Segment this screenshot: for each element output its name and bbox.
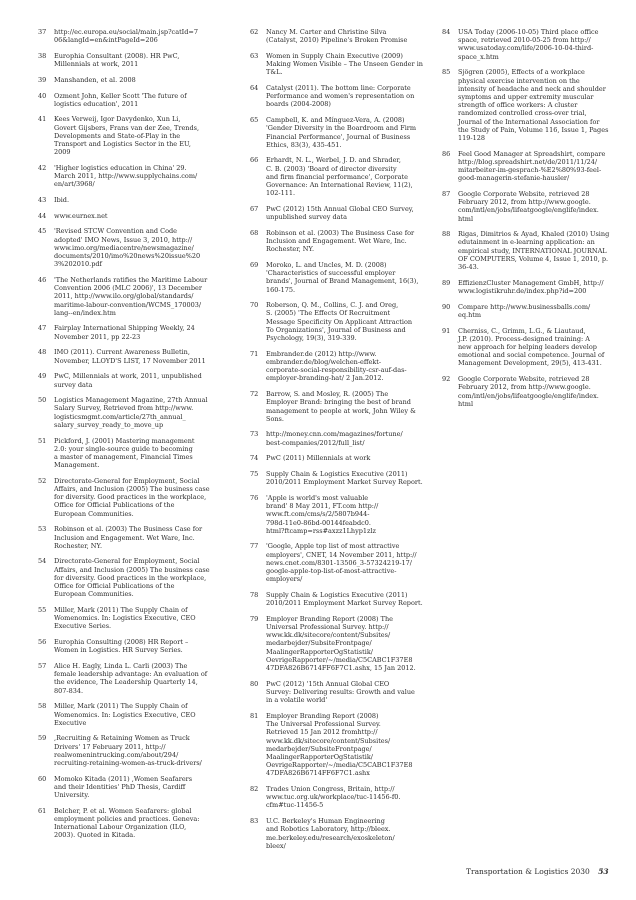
reference-entry xyxy=(250,52,436,77)
reference-entry xyxy=(38,276,228,317)
reference-entry xyxy=(250,229,436,254)
reference-entry xyxy=(38,164,228,189)
reference-entry xyxy=(38,606,228,631)
reference-text: Robinson et al. (2003) The Business Case for Inclusion and Engagement. Wet Ware, Inc. Rochester, NY. xyxy=(54,525,203,550)
reference-entry xyxy=(38,437,228,470)
reference-text: Manshanden, et al. 2008 xyxy=(54,75,136,84)
reference-number: 69 xyxy=(250,260,259,269)
reference-text: Ozment John, Keller Scott 'The future of logistics education', 2011 xyxy=(54,91,187,108)
reference-text: Ibid. xyxy=(54,196,70,205)
reference-text: Robinson et al. (2003) The Business Case for Inclusion and Engagement. Wet Ware, Inc. Rochester, NY. xyxy=(266,228,415,254)
footer-title: Transportation & Logistics 2030 xyxy=(466,867,590,876)
reference-entry xyxy=(38,372,228,388)
reference-text: Embrander.de (2012) http://www. embrander.de/blog/welchen-effekt- corporate-social-responsibility-csr-auf-das- employer-branding-hat/ 2 Jan.2012. xyxy=(266,349,407,383)
reference-number: 61 xyxy=(38,806,47,815)
reference-text: Logistics Management Magazine, 27th Annual Salary Survey, Retrieved from http://www. logisticsmgmt.com/article/27th_annual_ salary_survey_ready_to_move_up xyxy=(54,396,208,429)
reference-text: Alice H. Eagly, Linda L. Carli (2003) The female leadership advantage: An evaluation of the evidence, The Leadership Quarterly 14, 807-834. xyxy=(54,661,208,695)
page-number: 53 xyxy=(598,867,609,876)
reference-entry xyxy=(250,156,436,197)
reference-entry xyxy=(38,638,228,654)
reference-number: 48 xyxy=(38,348,47,357)
reference-text: ,Recruiting & Retaining Women as Truck Drivers' 17 February 2011, http:// realwomenintrucking.com/about/294/ recruiting-retaining-women-as-truck-drivers/ xyxy=(54,734,202,768)
reference-entry xyxy=(38,348,228,364)
reference-text: Employer Branding Report (2008) The Universal Professional Survey. http:// www.kk.dk/sitecore/content/Subsites/ medarbejder/SubsiteFrontpage/ MaalingerRapporterOgStatistik/ OevrigeRapporter/~/media/C5CABC1F37E8 47DFA826B6714FF6F7C1.ashx, 15 Jan 2012. xyxy=(266,614,416,673)
references-column-2 xyxy=(250,28,436,857)
reference-number: 68 xyxy=(250,228,259,237)
reference-text: Trades Union Congress, Britain, http:// www.tuc.org.uk/workplace/tuc-11456-f0. cfm#tuc-11456-5 xyxy=(266,785,401,810)
reference-text: Moroko, L. and Uncles, M. D. (2008) 'Characteristics of successful employer brands', Journal of Brand Management, 16(3), 160-175. xyxy=(266,260,419,294)
reference-entry xyxy=(442,327,610,368)
reference-number: 45 xyxy=(38,227,47,236)
reference-text: Europhia Consultant (2008). HR PwC, Millennials at work, 2011 xyxy=(54,51,180,69)
reference-entry xyxy=(442,279,610,295)
reference-entry xyxy=(250,116,436,149)
reference-number: 72 xyxy=(250,390,259,399)
reference-entry xyxy=(250,261,436,294)
reference-number: 90 xyxy=(442,302,451,311)
reference-text: Campbell, K. and Mínguez-Vera, A. (2008) 'Gender Diversity in the Boardroom and Firm Financial Performance', Journal of Business Ethics, 83(3), 435-451. xyxy=(266,116,417,149)
reference-entry xyxy=(250,817,436,850)
reference-entry xyxy=(250,615,436,672)
reference-entry xyxy=(250,591,436,607)
reference-entry xyxy=(38,396,228,429)
reference-number: 43 xyxy=(38,196,47,205)
reference-number: 66 xyxy=(250,156,259,165)
reference-text: Supply Chain & Logistics Executive (2011) 2010/2011 Employment Market Survey Report. xyxy=(266,590,423,608)
reference-number: 64 xyxy=(250,84,259,93)
reference-entry xyxy=(250,542,436,583)
reference-entry xyxy=(250,470,436,486)
reference-text: 'Google, Apple top list of most attractive employers', CNET, 14 November 2011, http:// news.cnet.com/8301-13506_3-57324219-17/ google-apple-top-list-of-most-attractive- employers/ xyxy=(266,542,417,584)
reference-number: 87 xyxy=(442,189,451,198)
reference-number: 47 xyxy=(38,324,47,333)
reference-text: Miller, Mark (2011) The Supply Chain of Womenomics. In: Logistics Executive, CEO Executive xyxy=(54,702,196,727)
reference-text: USA Today (2006-10-05) Third place office space, retrieved 2010-05-25 from http:// www.usatoday.com/life/2006-10-04-third- space_x.htm xyxy=(458,28,599,61)
reference-number: 91 xyxy=(442,326,451,335)
reference-text: Google Corporate Website, retrieved 28 February 2012, from http://www.google. com/intl/en/jobs/lifeatgoogle/englife/index. html xyxy=(458,189,599,223)
reference-number: 85 xyxy=(442,68,451,77)
reference-entry xyxy=(442,190,610,223)
reference-text: Sjögren (2005), Effects of a workplace physical exercise intervention on the intensity of headache and neck and shoulder symptoms and upper extremity muscular strength of office workers: A cluster randomized controlled cross-over trial, Journal of the International Association for the Study of Pain, Volume 116, Issue 1, Pages 119-128 xyxy=(458,68,609,142)
reference-text: http://money.cnn.com/magazines/fortune/ best-companies/2012/full_list/ xyxy=(266,430,403,447)
reference-text: 'The Netherlands ratifies the Maritime Labour Convention 2006 (MLC 2006)', 13 December 2011, http://www.ilo.org/global/standards/ maritime-labour-convention/WCMS_170003/ lang--en/index.htm xyxy=(54,275,208,317)
reference-text: Employer Branding Report (2008) The Universal Professional Survey. Retrieved 15 Jan 2012 fromhttp:// www.kk.dk/sitecore/content/Subsites/ medarbejder/SubsiteFrontpage/ MaalingerRapporterOgStatistik/ OevrigeRapporter/~/media/C5CABC1F37E8 47DFA826B6714FF6F7C1.ashx xyxy=(266,711,413,778)
reference-entry xyxy=(38,212,228,220)
reference-number: 92 xyxy=(442,375,451,384)
reference-number: 55 xyxy=(38,605,47,614)
reference-number: 41 xyxy=(38,115,47,124)
reference-text: 'Revised STCW Convention and Code adopted' IMO News, Issue 3, 2010, http:// www.imo.org/mediacentre/newsmagazine/ documents/2010/imo%20news%20issue%20 3%202010.pdf xyxy=(54,227,201,269)
reference-number: 40 xyxy=(38,91,47,100)
reference-text: Compare http://www.businessballs.com/ eq.htm xyxy=(458,302,591,319)
reference-number: 57 xyxy=(38,661,47,670)
reference-text: Cherniss, C., Grimm, L.G., & Liautaud, J.P. (2010). Process-designed training: A new approach for helping leaders develop emotional and social competence. Journal of Management Development, 29(5), 413-431. xyxy=(458,326,605,368)
reference-number: 54 xyxy=(38,557,47,566)
reference-text: Nancy M. Carter and Christine Silva (Catalyst, 2010) Pipeline's Broken Promise xyxy=(266,28,408,45)
reference-text: Roberson, Q. M., Collins, C. J. and Oreg, S. (2005) 'The Effects Of Recruitment Message Specificity On Applicant Attraction To Organizations', Journal of Business and Psychology, 19(3), 319-339. xyxy=(266,301,413,343)
reference-number: 73 xyxy=(250,430,259,439)
reference-entry xyxy=(38,525,228,550)
reference-entry xyxy=(250,205,436,221)
reference-number: 46 xyxy=(38,275,47,284)
reference-text: PwC (2012) '15th Annual Global CEO Survey: Delivering results: Growth and value in a volatile world' xyxy=(266,679,415,705)
reference-text: Supply Chain & Logistics Executive (2011) 2010/2011 Employment Market Survey Report. xyxy=(266,470,423,487)
reference-number: 53 xyxy=(38,525,47,534)
reference-text: Feel Good Manager at Spreadshirt, compare http://blog.spreadshirt.net/de/2011/11/24/ mitarbeiter-im-gesprach-%E2%80%93-feel- good-managerin-stefanie-hausler/ xyxy=(458,149,606,183)
reference-entry xyxy=(38,324,228,340)
reference-entry xyxy=(250,350,436,383)
reference-text: Europhia Consulting (2008) HR Report – Women in Logistics. HR Survey Series. xyxy=(54,638,189,655)
reference-number: 89 xyxy=(442,278,451,287)
reference-number: 74 xyxy=(250,454,259,463)
reference-entry xyxy=(442,303,610,319)
reference-entry xyxy=(38,28,228,44)
reference-text: Pickford, J. (2001) Mastering management 2.0: your single-source guide to becoming a master of management, Financial Times Management. xyxy=(54,436,195,470)
reference-entry xyxy=(38,92,228,108)
reference-text: Catalyst (2011). The bottom line: Corporate Performance and women's representation on boards (2004-2008) xyxy=(266,84,415,109)
reference-entry xyxy=(250,454,436,462)
reference-text: Google Corporate Website, retrieved 28 February 2012, from http://www.google. com/intl/en/jobs/lifeatgoogle/englife/index. html xyxy=(458,375,599,408)
reference-number: 88 xyxy=(442,230,451,239)
reference-entry xyxy=(38,477,228,518)
reference-entry xyxy=(250,712,436,778)
references-column-1 xyxy=(38,28,228,847)
reference-entry xyxy=(442,150,610,183)
reference-text: U.C. Berkeley's Human Engineering and Robotics Laboratory, http://bleex. me.berkeley.edu/research/exoskeleton/ bleex/ xyxy=(266,817,395,850)
reference-number: 49 xyxy=(38,372,47,381)
reference-entry xyxy=(442,68,610,142)
reference-text: Rigas, Dimitrios & Ayad, Khaled (2010) Using edutainment in e-learning application: an empirical study, INTERNATIONAL JOURNAL OF COMPUTERS, Volume 4, Issue 1, 2010, p. 36-43. xyxy=(458,230,610,272)
reference-text: Directorate-General for Employment, Social Affairs, and Inclusion (2005) The business case for diversity. Good practices in the workplace, Office for Official Publications of the European Communities. xyxy=(54,476,210,518)
reference-number: 75 xyxy=(250,470,259,479)
reference-text: PwC, Millennials at work, 2011, unpublished survey data xyxy=(54,372,202,389)
reference-number: 63 xyxy=(250,51,259,60)
reference-entry xyxy=(250,785,436,810)
reference-number: 86 xyxy=(442,149,451,158)
reference-number: 77 xyxy=(250,542,259,551)
reference-number: 60 xyxy=(38,774,47,783)
reference-number: 81 xyxy=(250,711,259,720)
reference-text: 'Higher logistics education in China' 29. March 2011, http://www.supplychains.com/ en/art/3968/ xyxy=(54,163,198,189)
reference-number: 37 xyxy=(38,28,47,36)
reference-text: 'Apple is world's most valuable brand' 8 May 2011, FT.com http:// www.ft.com/cms/s/2/5807b944- 798d-11e0-86bd-00144feabdc0. html?ftcamp=rss#axzz1Lhyp1zlz xyxy=(266,493,379,535)
reference-number: 58 xyxy=(38,702,47,711)
reference-entry xyxy=(38,196,228,204)
reference-entry xyxy=(38,734,228,767)
reference-entry xyxy=(38,52,228,68)
reference-number: 79 xyxy=(250,614,259,623)
reference-number: 44 xyxy=(38,211,47,220)
reference-number: 65 xyxy=(250,116,259,125)
reference-entry xyxy=(250,84,436,109)
reference-number: 52 xyxy=(38,476,47,485)
reference-number: 76 xyxy=(250,493,259,502)
reference-number: 38 xyxy=(38,51,47,60)
reference-entry xyxy=(38,557,228,598)
reference-number: 80 xyxy=(250,679,259,688)
reference-number: 71 xyxy=(250,349,259,358)
reference-entry xyxy=(250,390,436,423)
reference-entry xyxy=(442,28,610,61)
reference-text: Erhardt, N. L., Werbel, J. D. and Shrader, C. B. (2003) 'Board of director diversity and firm financial performance', Corporate Governance: An International Review, 11(2), 102-111. xyxy=(266,156,413,198)
reference-text: Barrow, S. and Mosley, R. (2005) The Employer Brand: bringing the best of brand management to people at work, John Wiley & Sons. xyxy=(266,390,416,423)
reference-number: 39 xyxy=(38,75,47,84)
reference-entry xyxy=(38,702,228,727)
reference-text: Women in Supply Chain Executive (2009) Making Women Visible – The Unseen Gender in T&L. xyxy=(266,51,423,77)
reference-number: 82 xyxy=(250,785,259,794)
reference-entry xyxy=(442,375,610,408)
page-footer xyxy=(466,867,609,876)
reference-entry xyxy=(250,494,436,535)
reference-entry xyxy=(250,430,436,446)
reference-number: 51 xyxy=(38,436,47,445)
reference-entry xyxy=(442,230,610,271)
reference-entry xyxy=(38,227,228,268)
reference-text: EffizienzCluster Management GmbH, http:// www.logistikruhr.de/index.php?id=200 xyxy=(458,278,604,295)
reference-entry xyxy=(38,76,228,84)
references-column-3 xyxy=(442,28,610,415)
reference-text: IMO (2011). Current Awareness Bulletin, November, LLOYD'S LIST, 17 November 2011 xyxy=(54,348,206,365)
reference-number: 83 xyxy=(250,817,259,826)
reference-number: 50 xyxy=(38,396,47,405)
reference-text: Momoko Kitada (2011) ,Women Seafarers and their Identities' PhD Thesis, Cardiff University. xyxy=(54,774,193,800)
reference-text: www.eurnex.net xyxy=(54,211,108,220)
reference-text: Fairplay International Shipping Weekly, 24 November 2011, pp 22-23 xyxy=(54,324,195,341)
reference-entry xyxy=(38,775,228,800)
reference-number: 59 xyxy=(38,734,47,743)
reference-number: 56 xyxy=(38,638,47,647)
reference-number: 84 xyxy=(442,28,451,36)
reference-entry xyxy=(250,680,436,705)
reference-text: PwC (2011) Millennials at work xyxy=(266,454,371,463)
reference-text: Directorate-General for Employment, Social Affairs, and Inclusion (2005) The business case for diversity. Good practices in the workplace, Office for Official Publications of the European Communities. xyxy=(54,557,210,599)
reference-entry xyxy=(38,807,228,840)
reference-entry xyxy=(38,115,228,156)
reference-number: 67 xyxy=(250,204,259,213)
reference-number: 62 xyxy=(250,28,259,36)
reference-number: 78 xyxy=(250,590,259,599)
reference-text: http://ec.europa.eu/social/main.jsp?catId=7 06&langId=en&intPageId=206 xyxy=(54,28,198,45)
reference-number: 42 xyxy=(38,163,47,172)
reference-entry xyxy=(38,662,228,695)
reference-text: PwC (2012) 15th Annual Global CEO Survey, unpublished survey data xyxy=(266,204,414,222)
reference-number: 70 xyxy=(250,301,259,310)
reference-text: Kees Verweij, Igor Davydenko, Xun Li, Govert Gijsbers, Frans van der Zee, Trends, Developments and State-of-Play in the Transport and Logistics Sector in the EU, 2009 xyxy=(54,115,200,157)
reference-text: Belcher, P. et al. Women Seafarers: global employment policies and practices. Geneva: International Labour Organization (ILO, 2003). Quoted in Kitada. xyxy=(54,806,200,840)
reference-entry xyxy=(250,301,436,342)
reference-entry xyxy=(250,28,436,44)
reference-text: Miller, Mark (2011) The Supply Chain of Womenomics. In: Logistics Executive, CEO Executive Series. xyxy=(54,605,196,631)
